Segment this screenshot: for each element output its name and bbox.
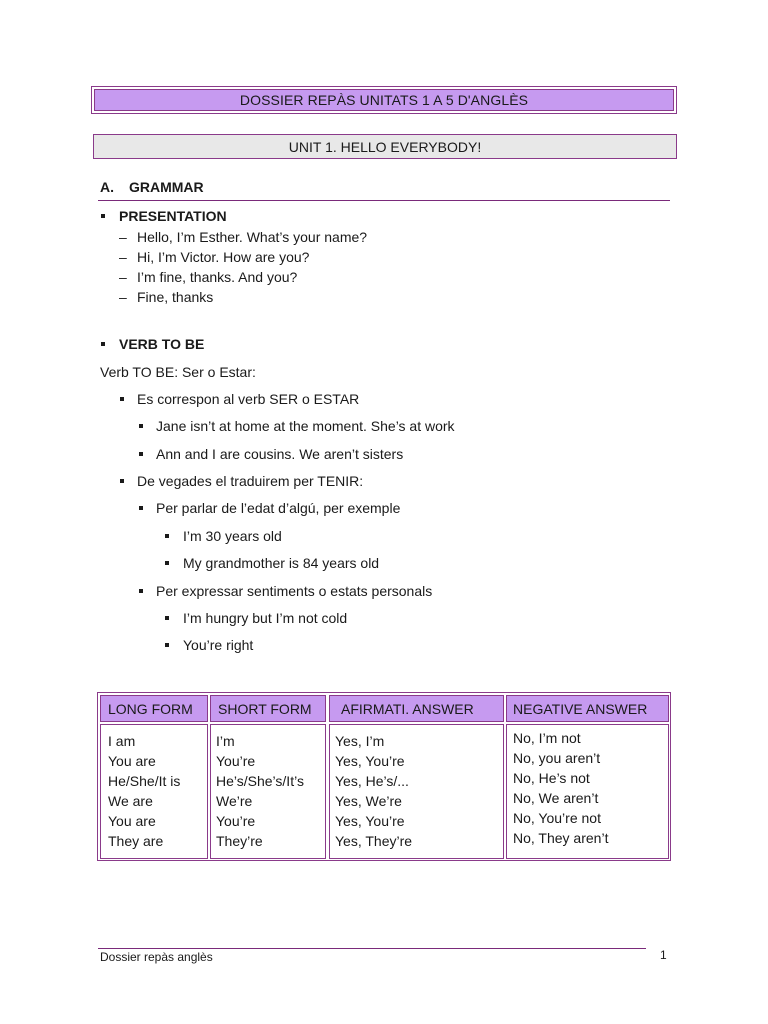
table-column-short-form <box>210 724 326 859</box>
dash-icon: – <box>119 249 127 265</box>
table-cell: No, We aren’t <box>513 790 599 806</box>
verb-item: Es correspon al verb SER o ESTAR <box>137 391 360 407</box>
verb-item: De vegades el traduirem per TENIR: <box>137 473 364 489</box>
table-cell: Yes, We’re <box>335 793 402 809</box>
verb-item: I’m 30 years old <box>183 528 282 544</box>
dash-icon: – <box>119 269 127 285</box>
table-header-cell: AFIRMATI. ANSWER <box>329 695 504 722</box>
unit-title-box <box>93 134 677 159</box>
table-cell: We are <box>108 793 153 809</box>
section-a-rule <box>98 200 670 201</box>
presentation-line: Hello, I’m Esther. What’s your name? <box>137 229 368 245</box>
presentation-line: I’m fine, thanks. And you? <box>137 269 298 285</box>
table-cell: No, I’m not <box>513 730 581 746</box>
verb-item: Ann and I are cousins. We aren’t sisters <box>156 446 404 462</box>
table-cell: You’re <box>216 813 256 829</box>
presentation-title: PRESENTATION <box>119 208 227 224</box>
bullet-icon <box>139 452 143 456</box>
presentation-line: Hi, I’m Victor. How are you? <box>137 249 310 265</box>
bullet-icon <box>120 479 124 483</box>
table-cell: You are <box>108 813 156 829</box>
verb-item: My grandmother is 84 years old <box>183 555 380 571</box>
dossier-title-box <box>91 86 677 114</box>
dash-icon: – <box>119 289 127 305</box>
table-cell: Yes, You’re <box>335 813 405 829</box>
bullet-icon <box>165 616 169 620</box>
bullet-icon <box>139 424 143 428</box>
verb-item: Jane isn’t at home at the moment. She’s at work <box>156 418 455 434</box>
bullet-icon <box>139 589 143 593</box>
table-cell: I’m <box>216 733 235 749</box>
table-cell: We’re <box>216 793 253 809</box>
table-cell: He’s/She’s/It’s <box>216 773 304 789</box>
table-cell: Yes, They’re <box>335 833 413 849</box>
table-cell: You are <box>108 753 156 769</box>
table-cell: You’re <box>216 753 256 769</box>
page-number: 1 <box>660 948 667 962</box>
table-header-cell: NEGATIVE ANSWER <box>506 695 669 722</box>
bullet-icon <box>139 506 143 510</box>
table-cell: He/She/It is <box>108 773 181 789</box>
table-cell: Yes, He’s/... <box>335 773 409 789</box>
table-cell: No, He’s not <box>513 770 590 786</box>
verb-to-be-title: VERB TO BE <box>119 336 205 352</box>
table-cell: No, You’re not <box>513 810 601 826</box>
section-a-label: A. <box>100 179 114 195</box>
footer-text: Dossier repàs anglès <box>100 950 213 964</box>
table-cell: They are <box>108 833 164 849</box>
footer-rule <box>98 948 646 949</box>
bullet-icon <box>165 534 169 538</box>
section-a-title: GRAMMAR <box>129 179 204 195</box>
table-cell: They’re <box>216 833 263 849</box>
presentation-line: Fine, thanks <box>137 289 214 305</box>
verb-item: You’re right <box>183 637 254 653</box>
verb-table <box>97 692 671 861</box>
bullet-icon <box>120 397 124 401</box>
table-column-negative <box>506 724 669 859</box>
bullet-icon <box>165 643 169 647</box>
bullet-icon <box>101 342 105 346</box>
table-cell: Yes, I’m <box>335 733 385 749</box>
dossier-title: DOSSIER REPÀS UNITATS 1 A 5 D'ANGLÈS <box>239 92 529 108</box>
bullet-icon <box>165 561 169 565</box>
bullet-icon <box>101 214 105 218</box>
table-cell: Yes, You’re <box>335 753 405 769</box>
table-cell: I am <box>108 733 136 749</box>
table-header-cell: LONG FORM <box>100 695 208 722</box>
table-column-affirmative <box>329 724 504 859</box>
unit-title: UNIT 1. HELLO EVERYBODY! <box>288 138 482 155</box>
table-cell: No, you aren’t <box>513 750 601 766</box>
table-column-long-form <box>100 724 208 859</box>
table-header-cell: SHORT FORM <box>210 695 326 722</box>
verb-to-be-intro: Verb TO BE: Ser o Estar: <box>100 364 256 380</box>
dash-icon: – <box>119 229 127 245</box>
verb-item: Per parlar de l’edat d’algú, per exemple <box>156 500 401 516</box>
table-cell: No, They aren’t <box>513 830 609 846</box>
verb-item: Per expressar sentiments o estats personals <box>156 583 433 599</box>
verb-item: I’m hungry but I’m not cold <box>183 610 348 626</box>
